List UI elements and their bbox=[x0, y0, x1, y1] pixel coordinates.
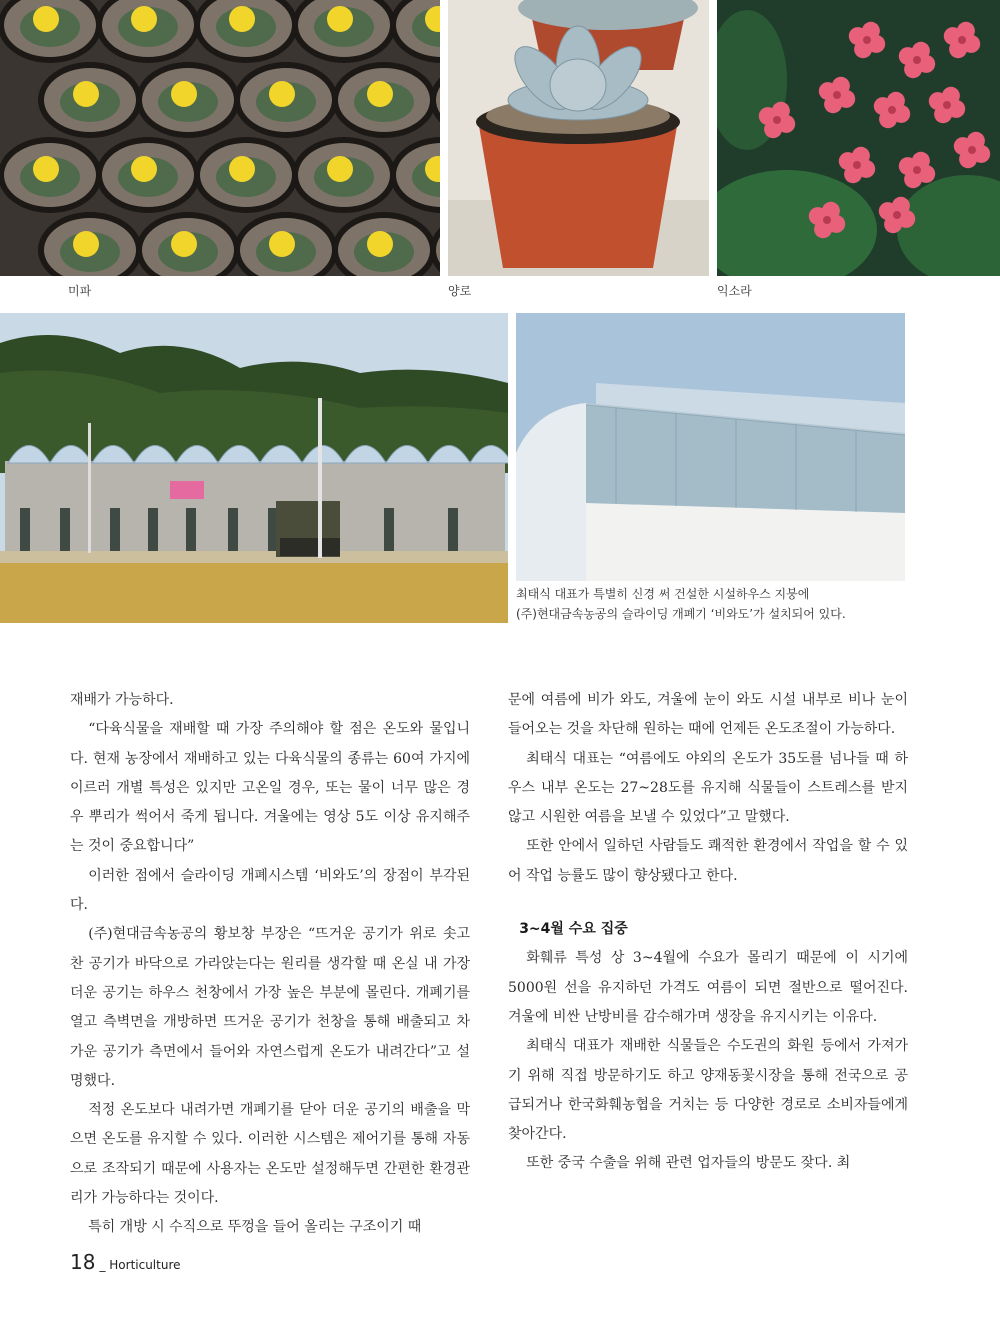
paragraph: 또한 안에서 일하던 사람들도 쾌적한 환경에서 작업을 할 수 있어 작업 능률도 많이 향상됐다고 한다. bbox=[508, 838, 908, 884]
section-heading: 3~4월 수요 집중 bbox=[519, 921, 628, 938]
caption-greenhouse bbox=[516, 584, 906, 624]
caption-mipa: 미파 bbox=[68, 284, 92, 298]
photo-mipa bbox=[0, 0, 440, 276]
photo-greenhouse-roof bbox=[516, 313, 905, 581]
magazine-name: _ Horticulture bbox=[99, 1258, 181, 1272]
paragraph: 특히 개방 시 수직으로 뚜껑을 들어 올리는 구조이기 때 bbox=[88, 1219, 422, 1236]
paragraph: 또한 중국 수출을 위해 관련 업자들의 방문도 잦다. 최 bbox=[526, 1155, 851, 1172]
left-column bbox=[70, 686, 470, 1243]
photo-ixora bbox=[717, 0, 1000, 276]
paragraph: 문에 여름에 비가 와도, 겨울에 눈이 와도 시설 내부로 비나 눈이 들어오는 것을 차단해 원하는 때에 언제든 온도조절이 가능하다. bbox=[508, 692, 908, 738]
paragraph: 최태식 대표가 재배한 식물들은 수도권의 화원 등에서 가져가기 위해 직접 방문하기도 하고 양재동꽃시장을 통해 전국으로 공급되거나 한국화훼농협을 거치는 등 다양한 경로로 소비자들에게 찾아간다. bbox=[508, 1038, 908, 1143]
right-column bbox=[508, 686, 908, 1179]
paragraph: “다육식물을 재배할 때 가장 주의해야 할 점은 온도와 물입니다. 현재 농장에서 재배하고 있는 다육식물의 종류는 60여 가지에 이르러 개별 특성은 있지만 고온일 경우, 또는 물이 너무 많은 경우 뿌리가 썩어서 죽게 됩니다. 겨울에는 영상 5도 이상 유지해주는 것이 중요합니다” bbox=[70, 721, 470, 855]
paragraph: 이러한 점에서 슬라이딩 개폐시스템 ‘비와도’의 장점이 부각된다. bbox=[70, 867, 470, 914]
caption-greenhouse-line1: 최태식 대표가 특별히 신경 써 건설한 시설하우스 지붕에 bbox=[516, 587, 810, 601]
paragraph: 적정 온도보다 내려가면 개폐기를 닫아 더운 공기의 배출을 막으면 온도를 유지할 수 있다. 이러한 시스템은 제어기를 통해 자동으로 조작되기 때문에 사용자는 온도만 설정해두면 간편한 환경관리가 가능하다는 것이다. bbox=[70, 1102, 470, 1207]
page-number: 18 bbox=[70, 1250, 96, 1274]
photo-yangro bbox=[448, 0, 709, 276]
paragraph: 재배가 가능하다. bbox=[70, 692, 174, 708]
paragraph: 화훼류 특성 상 3~4월에 수요가 몰리기 때문에 이 시기에 5000원 선을 유지하던 가격도 여름이 되면 절반으로 떨어진다. 겨울에 비싼 난방비를 감수해가며 생장을 유지시키는 이유다. bbox=[508, 950, 908, 1025]
page-footer bbox=[70, 1250, 181, 1278]
caption-ixora: 익소라 bbox=[717, 284, 752, 298]
caption-yangro: 양로 bbox=[448, 284, 472, 298]
paragraph: 최태식 대표는 “여름에도 야외의 온도가 35도를 넘나들 때 하우스 내부 온도는 27~28도를 유지해 식물들이 스트레스를 받지 않고 시원한 여름을 보낼 수 있었다”고 말했다. bbox=[508, 750, 908, 826]
caption-greenhouse-line2: (주)현대금속농공의 슬라이딩 개폐기 ‘비와도’가 설치되어 있다. bbox=[516, 607, 846, 621]
photo-greenhouse-exterior bbox=[0, 313, 508, 623]
paragraph: (주)현대금속농공의 황보창 부장은 “뜨거운 공기가 위로 솟고 찬 공기가 바닥으로 가라앉는다는 원리를 생각할 때 온실 내 가장 더운 공기는 하우스 천창에서 가장 높은 부분에 몰린다. 개폐기를 열고 측벽면을 개방하면 뜨거운 공기가 천창을 통해 배출되고 차가운 공기가 측면에서 들어와 자연스럽게 온도가 내려간다”고 설명했다. bbox=[70, 926, 470, 1089]
